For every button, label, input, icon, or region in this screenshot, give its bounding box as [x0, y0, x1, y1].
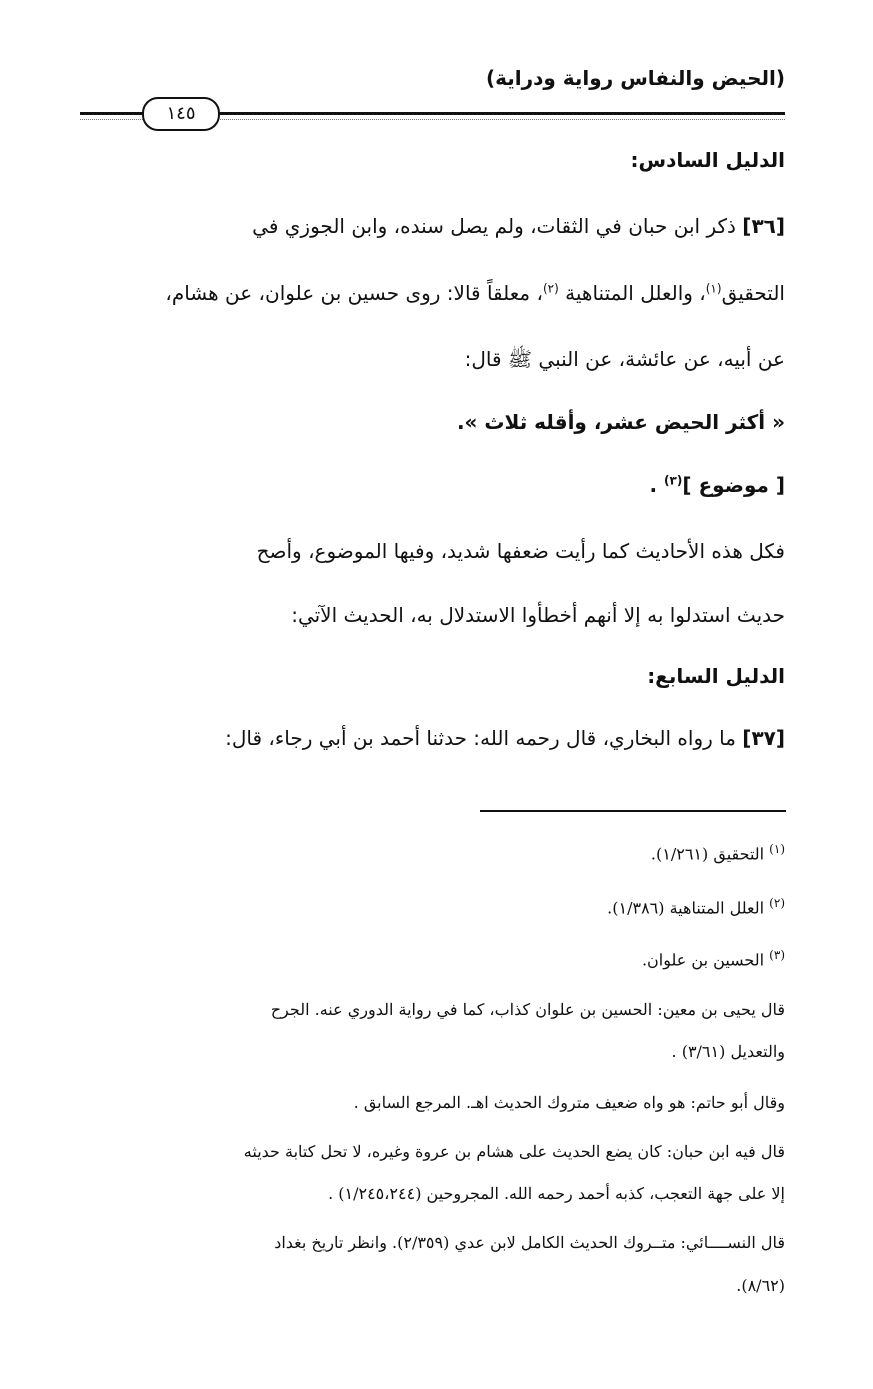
note-ibn-maeen-line-1: قال يحيى بن معين: الحسين بن علوان كذاب، كما في رواية الدوري عنه. الجرح	[270, 1000, 785, 1019]
footnote-ref-2: (٢)	[542, 281, 559, 296]
page-number: ١٤٥	[142, 97, 220, 131]
p37-line1-text: ما رواه البخاري، قال رحمه الله: حدثنا أحمد بن أبي رجاء، قال:	[225, 726, 743, 750]
note-nasai-line-1: قال النســــائي: متــروك الحديث الكامل لابن عدي (٢/٣٥٩). وانظر تاريخ بغداد	[274, 1233, 785, 1252]
note-nasai-line-2: (٨/٦٢).	[736, 1276, 785, 1295]
footnote-3-text: الحسين بن علوان.	[641, 950, 770, 970]
p36-line2-b: ، والعلل المتناهية	[558, 281, 706, 305]
p36-line2-c: ، معلقاً قالا: روى حسين بن علوان، عن هشام،	[165, 281, 543, 305]
note-abu-hatim: وقال أبو حاتم: هو واه ضعيف متروك الحديث اهـ. المرجع السابق .	[353, 1093, 785, 1112]
summary-line-1: فكل هذه الأحاديث كما رأيت ضعفها شديد، وفيها الموضوع، وأصح	[256, 539, 785, 563]
verdict-line	[80, 473, 785, 497]
footnote-ref-3: (٣)	[664, 473, 683, 488]
paragraph-36-line-3: عن أبيه، عن عائشة، عن النبي ﷺ قال:	[464, 347, 785, 371]
footnote-3	[642, 948, 785, 969]
paragraph-36-line-1	[80, 214, 785, 238]
note-ibn-maeen-line-2: والتعديل (٣/٦١) .	[671, 1042, 785, 1061]
heading-evidence-7: الدليل السابع:	[647, 664, 785, 688]
summary-line-2: حديث استدلوا به إلا أنهم أخطأوا الاستدلال به، الحديث الآتي:	[291, 603, 785, 627]
paragraph-36-line-2	[80, 281, 785, 305]
footnote-1	[651, 842, 785, 863]
footnote-3-number: (٣)	[769, 948, 785, 962]
footnote-2-text: العلل المتناهية (١/٣٨٦).	[607, 898, 770, 918]
paragraph-37-line-1	[80, 726, 785, 750]
p36-line1-text: ذكر ابن حبان في الثقات، ولم يصل سنده، وابن الجوزي في	[252, 214, 743, 238]
footnote-2	[607, 896, 785, 917]
hadith-text: « أكثر الحيض عشر، وأقله ثلاث ».	[456, 410, 785, 434]
footnote-1-text: التحقيق (١/٢٦١).	[650, 844, 770, 864]
verdict: [ موضوع ]	[682, 473, 785, 497]
footnote-ref-1: (١)	[705, 281, 722, 296]
note-ibn-hibban-line-2: إلا على جهة التعجب، كذبه أحمد رحمه الله. المجروحين (١/٢٤٥،٢٤٤) .	[328, 1184, 785, 1203]
verdict-tail: .	[649, 473, 665, 497]
footnote-2-number: (٢)	[769, 896, 785, 910]
footnote-1-number: (١)	[769, 842, 785, 856]
running-title: (الحيض والنفاس رواية ودراية)	[485, 66, 785, 90]
hadith-number-36: [٣٦]	[742, 214, 785, 238]
hadith-number-37: [٣٧]	[742, 726, 785, 750]
heading-evidence-6: الدليل السادس:	[630, 148, 785, 172]
note-ibn-hibban-line-1: قال فيه ابن حبان: كان يضع الحديث على هشام بن عروة وغيره، لا تحل كتابة حديثه	[243, 1142, 785, 1161]
p36-line2-a: التحقيق	[721, 281, 785, 305]
footnote-rule	[480, 810, 786, 812]
